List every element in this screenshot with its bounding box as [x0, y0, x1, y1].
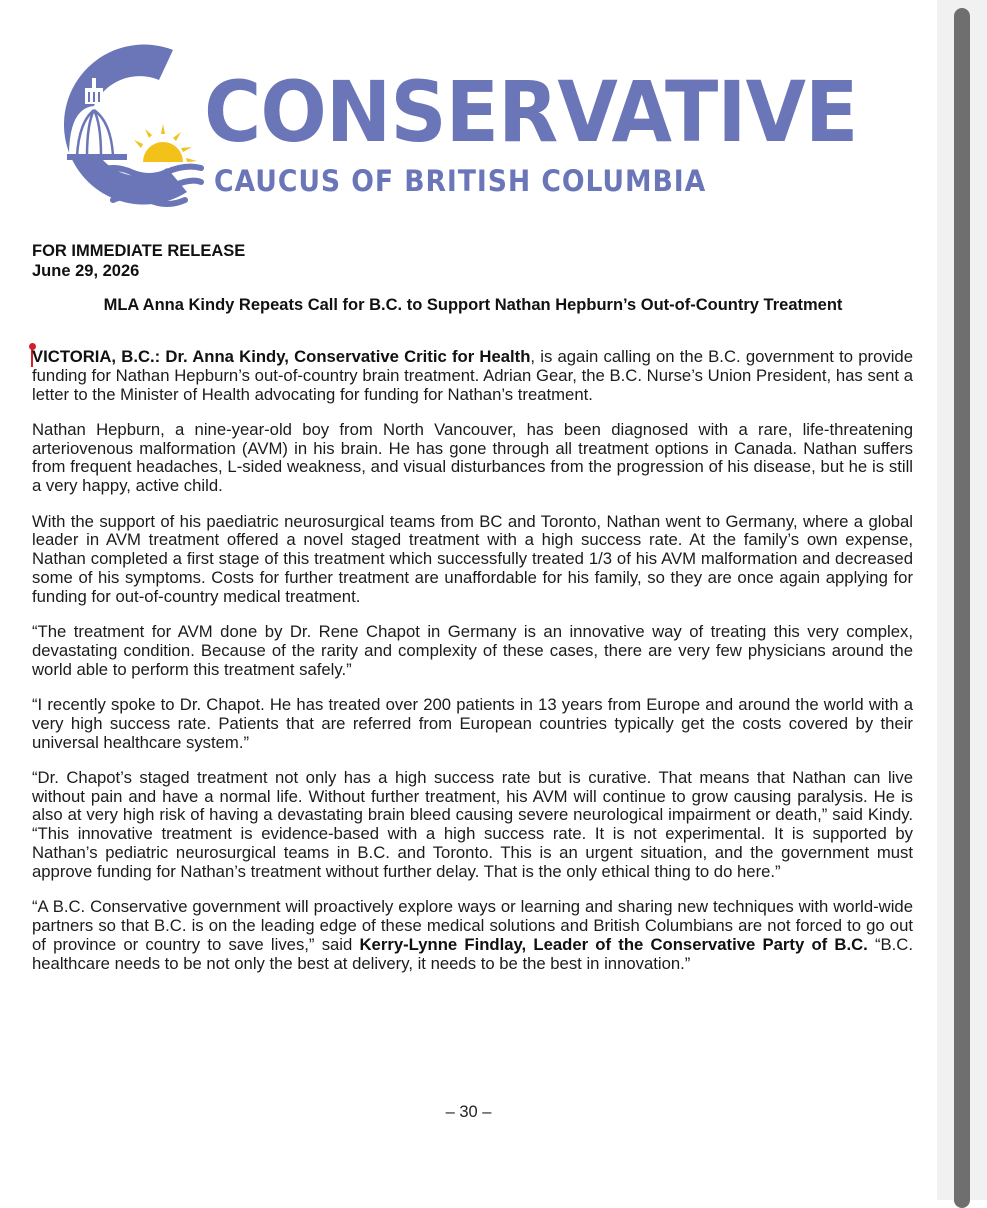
- dateline-lead: VICTORIA, B.C.: Dr. Anna Kindy, Conservative Critic for Health: [32, 347, 531, 366]
- paragraph-4: “The treatment for AVM done by Dr. Rene Chapot in Germany is an innovative way of treating this very complex, devastating condition. Because of the rarity and complexity of these cases, there are very few physicians around the world able to perform this treatment safely.”: [32, 622, 913, 679]
- paragraph-7-text-b: “B.C. healthcare needs to be not only the best at delivery, it needs to be the best in innovation.”: [32, 934, 913, 973]
- paragraph-3: With the support of his paediatric neurosurgical teams from BC and Toronto, Nathan went to Germany, where a global leader in AVM treatment offered a novel staged treatment with a high success rate. At the family’s own expense, Nathan completed a first stage of this treatment which successfully treated 1/3 of his AVM malformation and decreased some of his symptoms. Costs for further treatment are unaffordable for his family, so they are once again applying for funding for out-of-country medical treatment.: [32, 511, 913, 606]
- paragraph-1-text: , is again calling on the B.C. government to provide funding for Nathan Hepburn’s out-of-country brain treatment. Adrian Gear, the B.C. Nurse’s Union President, has sent a letter to the Minister of Health advocating for funding for Nathan’s treatment.: [32, 347, 913, 404]
- release-block: [32, 241, 245, 281]
- scrollbar-thumb[interactable]: [954, 8, 970, 1208]
- caucus-emblem-icon: [55, 44, 205, 212]
- end-mark: – 30 –: [445, 1103, 492, 1121]
- paragraph-7: [32, 898, 913, 973]
- release-label: FOR IMMEDIATE RELEASE: [32, 242, 246, 260]
- article-body: [32, 348, 913, 990]
- paragraph-5: “I recently spoke to Dr. Chapot. He has treated over 200 patients in 13 years from Europe and around the world with a very high success rate. Patients that are referred from European countries typically get the costs covered by their universal healthcare system.”: [32, 694, 913, 752]
- paragraph-6: “Dr. Chapot’s staged treatment not only has a high success rate but is curative. That means that Nathan can live without pain and have a normal life. Without further treatment, his AVM will continue to grow causing paralysis. He is also at very high risk of having a devastating brain bleed causing severe neurological impairment or death,” said Kindy. “This innovative treatment is evidence-based with a high success rate. It is not experimental. It is supported by Nathan’s pediatric neurosurgical teams in B.C. and Toronto. This is an urgent situation, and the government must approve funding for Nathan’s treatment without further delay. That is the only ethical thing to do here.”: [32, 767, 913, 881]
- release-date: June 29, 2026: [32, 262, 140, 280]
- paragraph-1: [32, 348, 913, 404]
- logo-wordmark: CONSERVATIVE: [204, 63, 858, 161]
- speaker-name: Kerry-Lynne Findlay, Leader of the Conservative Party of B.C.: [359, 934, 868, 954]
- headline: MLA Anna Kindy Repeats Call for B.C. to Support Nathan Hepburn’s Out-of-Country Treatment: [103, 296, 843, 314]
- logo-subtitle: CAUCUS OF BRITISH COLUMBIA: [214, 164, 707, 198]
- paragraph-2: Nathan Hepburn, a nine-year-old boy from North Vancouver, has been diagnosed with a rare, life-threatening arteriovenous malformation (AVM) in his brain. He has gone through all treatment options in Canada. Nathan suffers from frequent headaches, L-sided weakness, and visual disturbances from the progression of his disease, but he is still a very happy, active child.: [32, 419, 913, 496]
- paragraph-7-text-a: “A B.C. Conservative government will proactively explore ways or learning and sharing new techniques with world-wide partners so that B.C. is on the leading edge of these medical solutions and British Columbians are not forced to go out of province or country to save lives,” said: [32, 897, 913, 954]
